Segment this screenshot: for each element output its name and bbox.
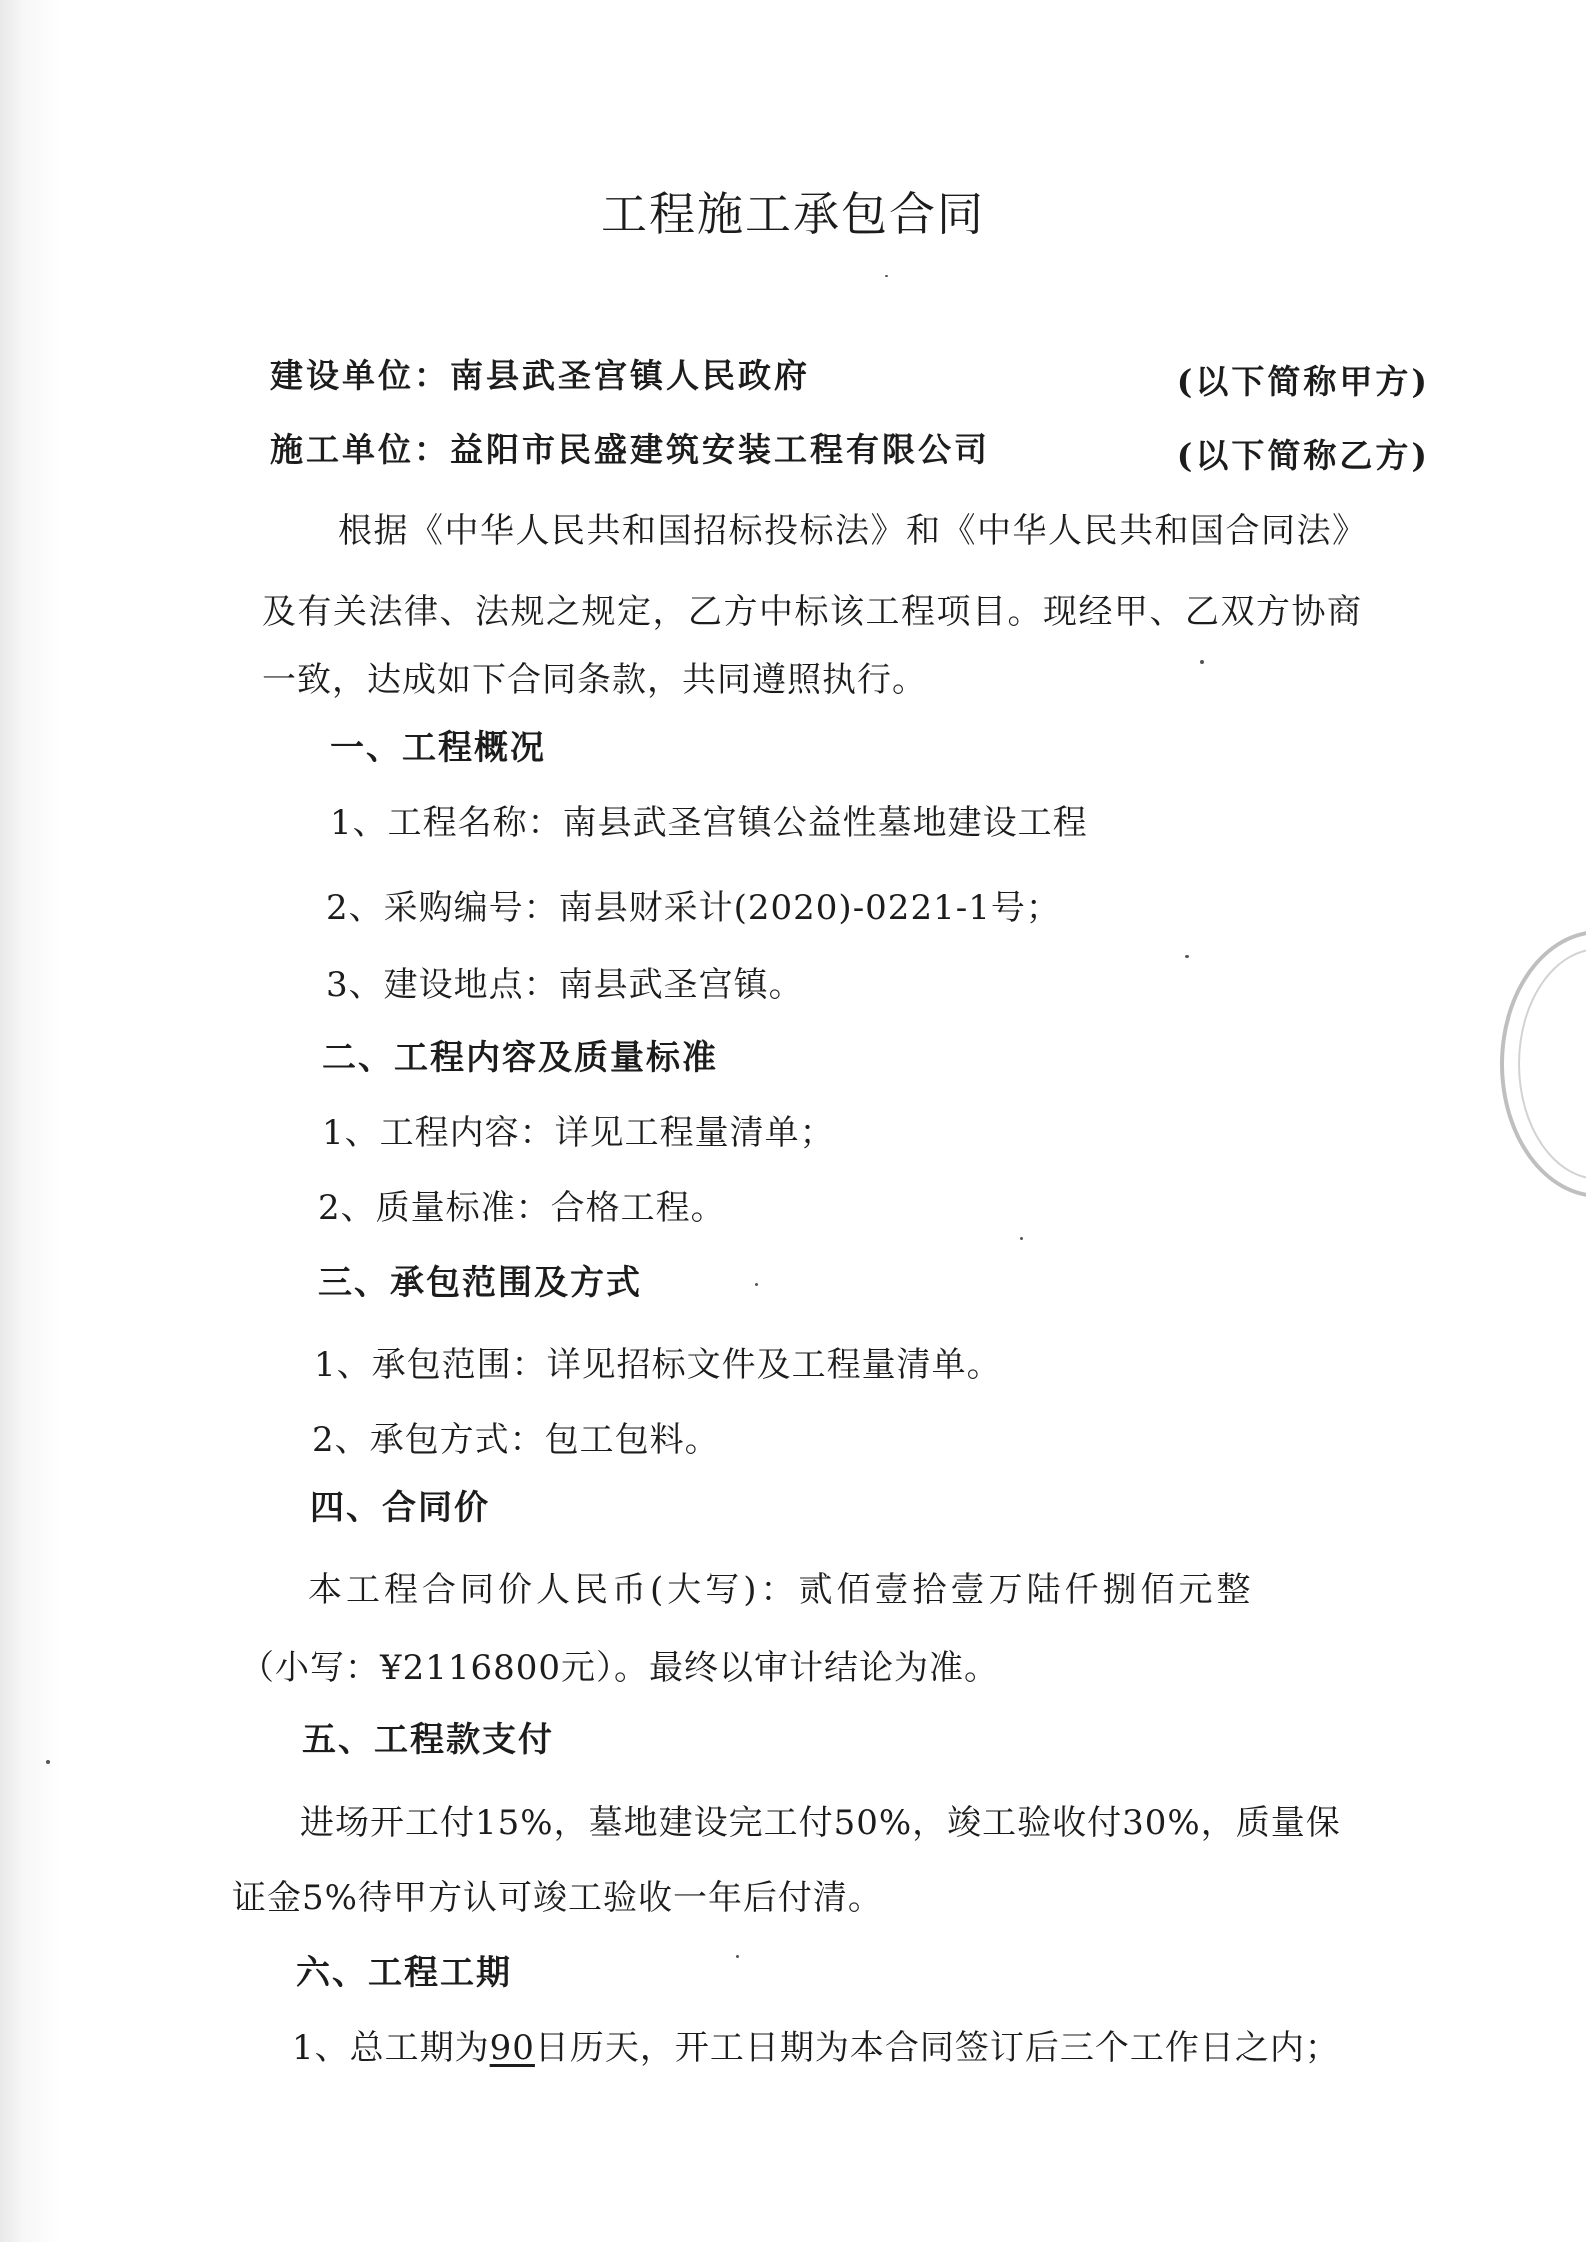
section-1-heading: 一、工程概况 bbox=[330, 728, 546, 768]
section-3-heading: 三、承包范围及方式 bbox=[318, 1263, 642, 1303]
party-b-abbr: (以下简称乙方) bbox=[1176, 436, 1430, 475]
scan-speck bbox=[1200, 660, 1204, 664]
section-1-item-3: 3、建设地点：南县武圣宫镇。 bbox=[326, 965, 804, 1005]
section-6-item-1 bbox=[292, 2020, 1340, 2069]
section-6-item-1-suffix: 日历天，开工日期为本合同签订后三个工作日之内； bbox=[534, 2028, 1340, 2068]
scan-speck bbox=[885, 275, 888, 277]
section-3-item-1: 1、承包范围：详见招标文件及工程量清单。 bbox=[314, 1345, 1002, 1385]
section-1-item-1: 1、工程名称：南县武圣宫镇公益性墓地建设工程 bbox=[330, 803, 1088, 843]
section-1-item-2: 2、采购编号：南县财采计(2020)-0221-1号； bbox=[326, 888, 1061, 928]
section-5-line-1: 进场开工付15%，墓地建设完工付50%，竣工验收付30%，质量保 bbox=[300, 1803, 1341, 1843]
company-seal-inner-ring bbox=[1518, 948, 1586, 1180]
scan-speck bbox=[1020, 1237, 1023, 1240]
scan-speck bbox=[736, 1955, 739, 1958]
party-a-name: 南县武圣宫镇人民政府 bbox=[450, 356, 810, 395]
section-6-item-1-prefix: 1、总工期为 bbox=[292, 2028, 490, 2068]
company-seal bbox=[1500, 930, 1586, 1198]
section-4-heading: 四、合同价 bbox=[310, 1488, 490, 1528]
section-2-heading: 二、工程内容及质量标准 bbox=[322, 1038, 718, 1078]
scan-speck bbox=[46, 1760, 50, 1764]
section-6-heading: 六、工程工期 bbox=[296, 1953, 512, 1993]
section-2-item-2: 2、质量标准：合格工程。 bbox=[318, 1188, 726, 1228]
section-4-line-2: （小写：¥2116800元）。最终以审计结论为准。 bbox=[240, 1648, 1000, 1688]
party-b-row bbox=[270, 424, 1430, 475]
party-a-abbr: (以下简称甲方) bbox=[1176, 362, 1430, 401]
document-title: 工程施工承包合同 bbox=[601, 187, 985, 241]
section-3-item-2: 2、承包方式：包工包料。 bbox=[312, 1420, 720, 1460]
scan-speck bbox=[1185, 955, 1189, 958]
intro-line-1: 根据《中华人民共和国招标投标法》和《中华人民共和国合同法》 bbox=[338, 511, 1368, 551]
duration-days: 90 bbox=[489, 2028, 535, 2068]
scan-speck bbox=[755, 1283, 758, 1286]
section-5-heading: 五、工程款支付 bbox=[302, 1720, 554, 1760]
intro-line-3: 一致，达成如下合同条款，共同遵照执行。 bbox=[262, 660, 927, 700]
section-5-line-2: 证金5%待甲方认可竣工验收一年后付清。 bbox=[232, 1878, 883, 1918]
intro-line-2: 及有关法律、法规之规定，乙方中标该工程项目。现经甲、乙双方协商 bbox=[262, 592, 1363, 632]
party-a-label: 建设单位： bbox=[270, 356, 450, 395]
party-a-row bbox=[270, 350, 1430, 401]
scan-binding-shadow bbox=[0, 0, 60, 2242]
section-2-item-1: 1、工程内容：详见工程量清单； bbox=[322, 1113, 835, 1153]
section-4-line-1: 本工程合同价人民币(大写)：贰佰壹拾壹万陆仟捌佰元整 bbox=[308, 1570, 1255, 1610]
party-b-name: 益阳市民盛建筑安装工程有限公司 bbox=[450, 430, 990, 469]
party-b-label: 施工单位： bbox=[270, 430, 450, 469]
